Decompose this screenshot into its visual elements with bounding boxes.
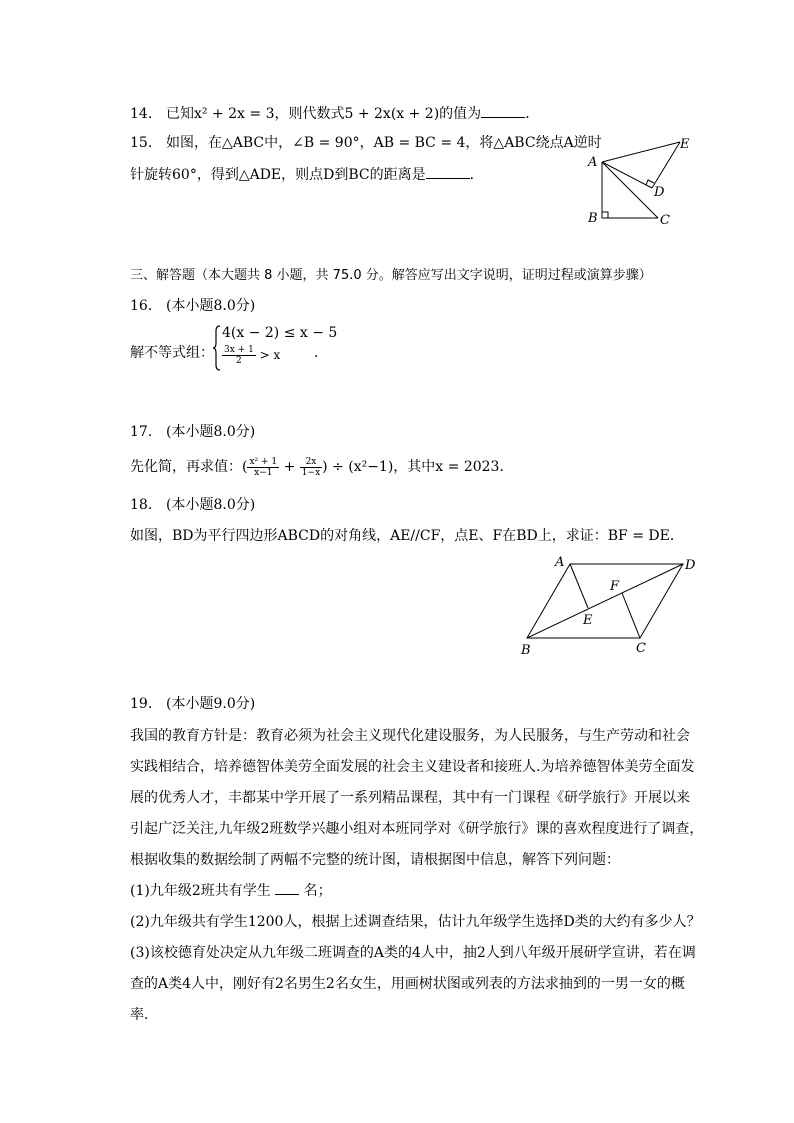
- question-number: 15.: [130, 135, 153, 151]
- label-D: D: [685, 558, 696, 573]
- label-B: B: [521, 643, 531, 658]
- question-text: 先化简，再求值：(: [130, 459, 248, 475]
- score-label: (本小题8.0分): [166, 497, 256, 513]
- paragraph-line: 我国的教育方针是：教育必须为社会主义现代化建设服务，为人民服务，与生产劳动和社会: [130, 728, 690, 744]
- question-text: ) ÷ (x²−1)，其中x = 2023．: [322, 459, 514, 475]
- sub-question-1: [130, 876, 720, 907]
- question-15-line2: [130, 164, 484, 185]
- question-18-header: [130, 495, 255, 515]
- sub-question-3-line: 率．: [130, 1007, 158, 1023]
- question-17-header: [130, 422, 255, 442]
- label-E: E: [680, 137, 690, 152]
- question-number: 16.: [130, 298, 153, 314]
- label-B: B: [588, 211, 598, 226]
- answer-blank: [426, 164, 470, 179]
- inequality-2: [222, 345, 280, 366]
- label-F: F: [610, 579, 620, 594]
- fraction-denominator: x−1: [254, 467, 273, 478]
- triangle-rotation-figure: [580, 130, 700, 230]
- brace-icon: [212, 325, 222, 371]
- label-A: A: [588, 155, 598, 170]
- question-16-header: [130, 296, 255, 316]
- sub-question-3-line: (3)该校德育处决定从九年级二班调查的A类的4人中，抽2人到八年级开展研学宣讲，若在调: [130, 945, 696, 961]
- paragraph-line: 实践相结合，培养德智体美劳全面发展的社会主义建设者和接班人.为培养德智体美劳全面发: [130, 759, 695, 775]
- fraction-numerator: x² + 1: [249, 456, 278, 467]
- question-tail: ．: [525, 106, 540, 122]
- score-label: (本小题9.0分): [166, 696, 256, 712]
- label-C: C: [636, 641, 646, 656]
- inequality-1: 4(x − 2) ≤ x − 5: [222, 325, 338, 341]
- label-D: D: [654, 185, 665, 200]
- question-17-body: [130, 455, 513, 479]
- question-14: [130, 103, 539, 124]
- question-text: 已知x² + 2x = 3，则代数式5 + 2x(x + 2)的值为: [166, 106, 482, 122]
- fraction-denominator: 2: [236, 356, 242, 366]
- fraction-numerator: 2x: [300, 457, 322, 468]
- plus-sign: +: [283, 459, 296, 475]
- question-15-line1: [130, 133, 602, 153]
- inequality-rest: > x: [259, 348, 281, 362]
- score-label: (本小题8.0分): [166, 298, 256, 314]
- question-19-header: [130, 694, 255, 714]
- question-text: 针旋转60°，得到△ADE，则点D到BC的距离是: [130, 167, 426, 183]
- label-E: E: [583, 613, 593, 628]
- fraction-denominator: 1−x: [301, 467, 321, 478]
- answer-blank: [481, 103, 525, 118]
- question-18-body: 如图，BD为平行四边形ABCD的对角线，AE//CF，点E、F在BD上，求证：BF = DE．: [130, 528, 684, 544]
- label-A: A: [555, 555, 565, 570]
- paragraph-line: 引起广泛关注,九年级2班数学兴趣小组对本班同学对《研学旅行》课的喜欢程度进行了调查，: [130, 821, 704, 837]
- fraction-numerator: 3x + 1: [224, 345, 254, 355]
- paragraph-line: 展的优秀人才，丰都某中学开展了一系列精品课程，其中有一门课程《研学旅行》开展以来: [130, 790, 690, 806]
- paragraph-line: 根据收集的数据绘制了两幅不完整的统计图，请根据图中信息，解答下列问题：: [130, 852, 620, 868]
- question-number: 19.: [130, 696, 153, 712]
- question-tail: ．: [469, 167, 484, 183]
- question-19-paragraph: [130, 721, 720, 1031]
- parallelogram-figure: [515, 552, 705, 660]
- sub-question-3-line: 查的A类4人中，刚好有2名男生2名女生，用画树状图或列表的方法求抽到的一男一女的概: [130, 976, 685, 992]
- sub-question-text: 名；: [303, 883, 332, 899]
- question-16-prefix: 解不等式组：: [130, 345, 214, 361]
- question-number: 14.: [130, 106, 153, 122]
- question-number: 18.: [130, 497, 153, 513]
- sub-question-text: (1)九年级2班共有学生: [130, 883, 271, 899]
- answer-blank: [275, 880, 299, 895]
- section-heading: 三、解答题（本大题共 8 小题，共 75.0 分。解答应写出文字说明，证明过程或演算步骤）: [130, 268, 652, 283]
- label-C: C: [660, 213, 670, 228]
- score-label: (本小题8.0分): [166, 424, 256, 440]
- sub-question-2: (2)九年级共有学生1200人，根据上述调查结果，估计九年级学生选择D类的大约有多少人？: [130, 914, 701, 930]
- question-16-tail: ．: [314, 345, 328, 361]
- question-text: 如图，在△ABC中，∠B = 90°，AB = BC = 4，将△ABC绕点A逆时: [166, 135, 602, 151]
- inequality-system: [212, 325, 338, 373]
- question-number: 17.: [130, 424, 153, 440]
